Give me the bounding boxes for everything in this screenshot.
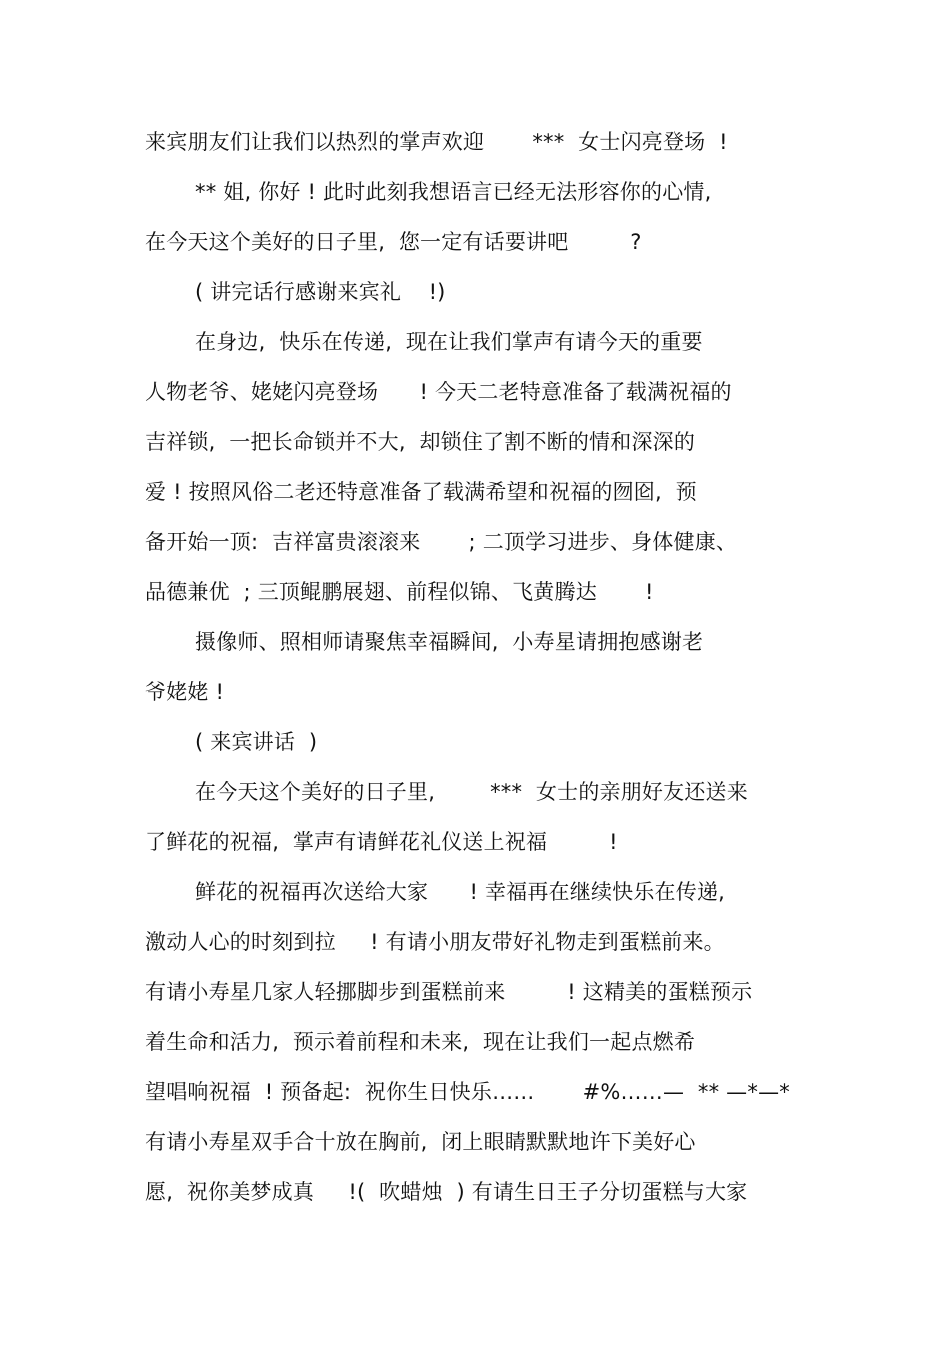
text-line: 有请小寿星双手合十放在胸前, 闭上眼睛默默地许下美好心	[145, 1130, 696, 1154]
text-line: 在身边, 快乐在传递, 现在让我们掌声有请今天的重要	[195, 330, 703, 354]
text-line: 爱 ! 按照风俗二老还特意准备了载满希望和祝福的囫囵, 预	[145, 480, 697, 504]
text-line: ( 来宾讲话 )	[195, 730, 318, 754]
text-line: 吉祥锁, 一把长命锁并不大, 却锁住了割不断的情和深深的	[145, 430, 696, 454]
text-line: 备开始一顶: 吉祥富贵滚滚来 ; 二顶学习进步、身体健康、	[145, 530, 738, 554]
text-line: 鲜花的祝福再次送给大家 ! 幸福再在继续快乐在传递,	[195, 880, 726, 904]
text-line: 来宾朋友们让我们以热烈的掌声欢迎 *** 女士闪亮登场 !	[145, 130, 728, 154]
text-line: ( 讲完话行感谢来宾礼 !)	[195, 280, 446, 304]
text-line: 了鲜花的祝福, 掌声有请鲜花礼仪送上祝福 !	[145, 830, 618, 854]
text-line: 爷姥姥 !	[145, 680, 225, 704]
text-line: 摄像师、照相师请聚焦幸福瞬间, 小寿星请拥抱感谢老	[195, 630, 704, 654]
text-line: 在今天这个美好的日子里, *** 女士的亲朋好友还送来	[195, 780, 748, 804]
text-line: 着生命和活力, 预示着前程和未来, 现在让我们一起点燃希	[145, 1030, 696, 1054]
text-line: 有请小寿星几家人轻挪脚步到蛋糕前来 ! 这精美的蛋糕预示	[145, 980, 753, 1004]
text-line: 激动人心的时刻到拉 ! 有请小朋友带好礼物走到蛋糕前来。	[145, 930, 725, 954]
text-line: ** 姐, 你好 ! 此时此刻我想语言已经无法形容你的心情,	[195, 180, 712, 204]
text-line: 在今天这个美好的日子里, 您一定有话要讲吧 ?	[145, 230, 642, 254]
text-line: 品德兼优 ; 三顶鲲鹏展翅、前程似锦、飞黄腾达 !	[145, 580, 654, 604]
text-line: 人物老爷、姥姥闪亮登场 ! 今天二老特意准备了载满祝福的	[145, 380, 732, 404]
text-line: 愿, 祝你美梦成真 !( 吹蜡烛 ) 有请生日王子分切蛋糕与大家	[145, 1180, 748, 1204]
text-line: 望唱响祝福 ! 预备起: 祝你生日快乐…… #%……— ** —*—*	[145, 1080, 790, 1104]
